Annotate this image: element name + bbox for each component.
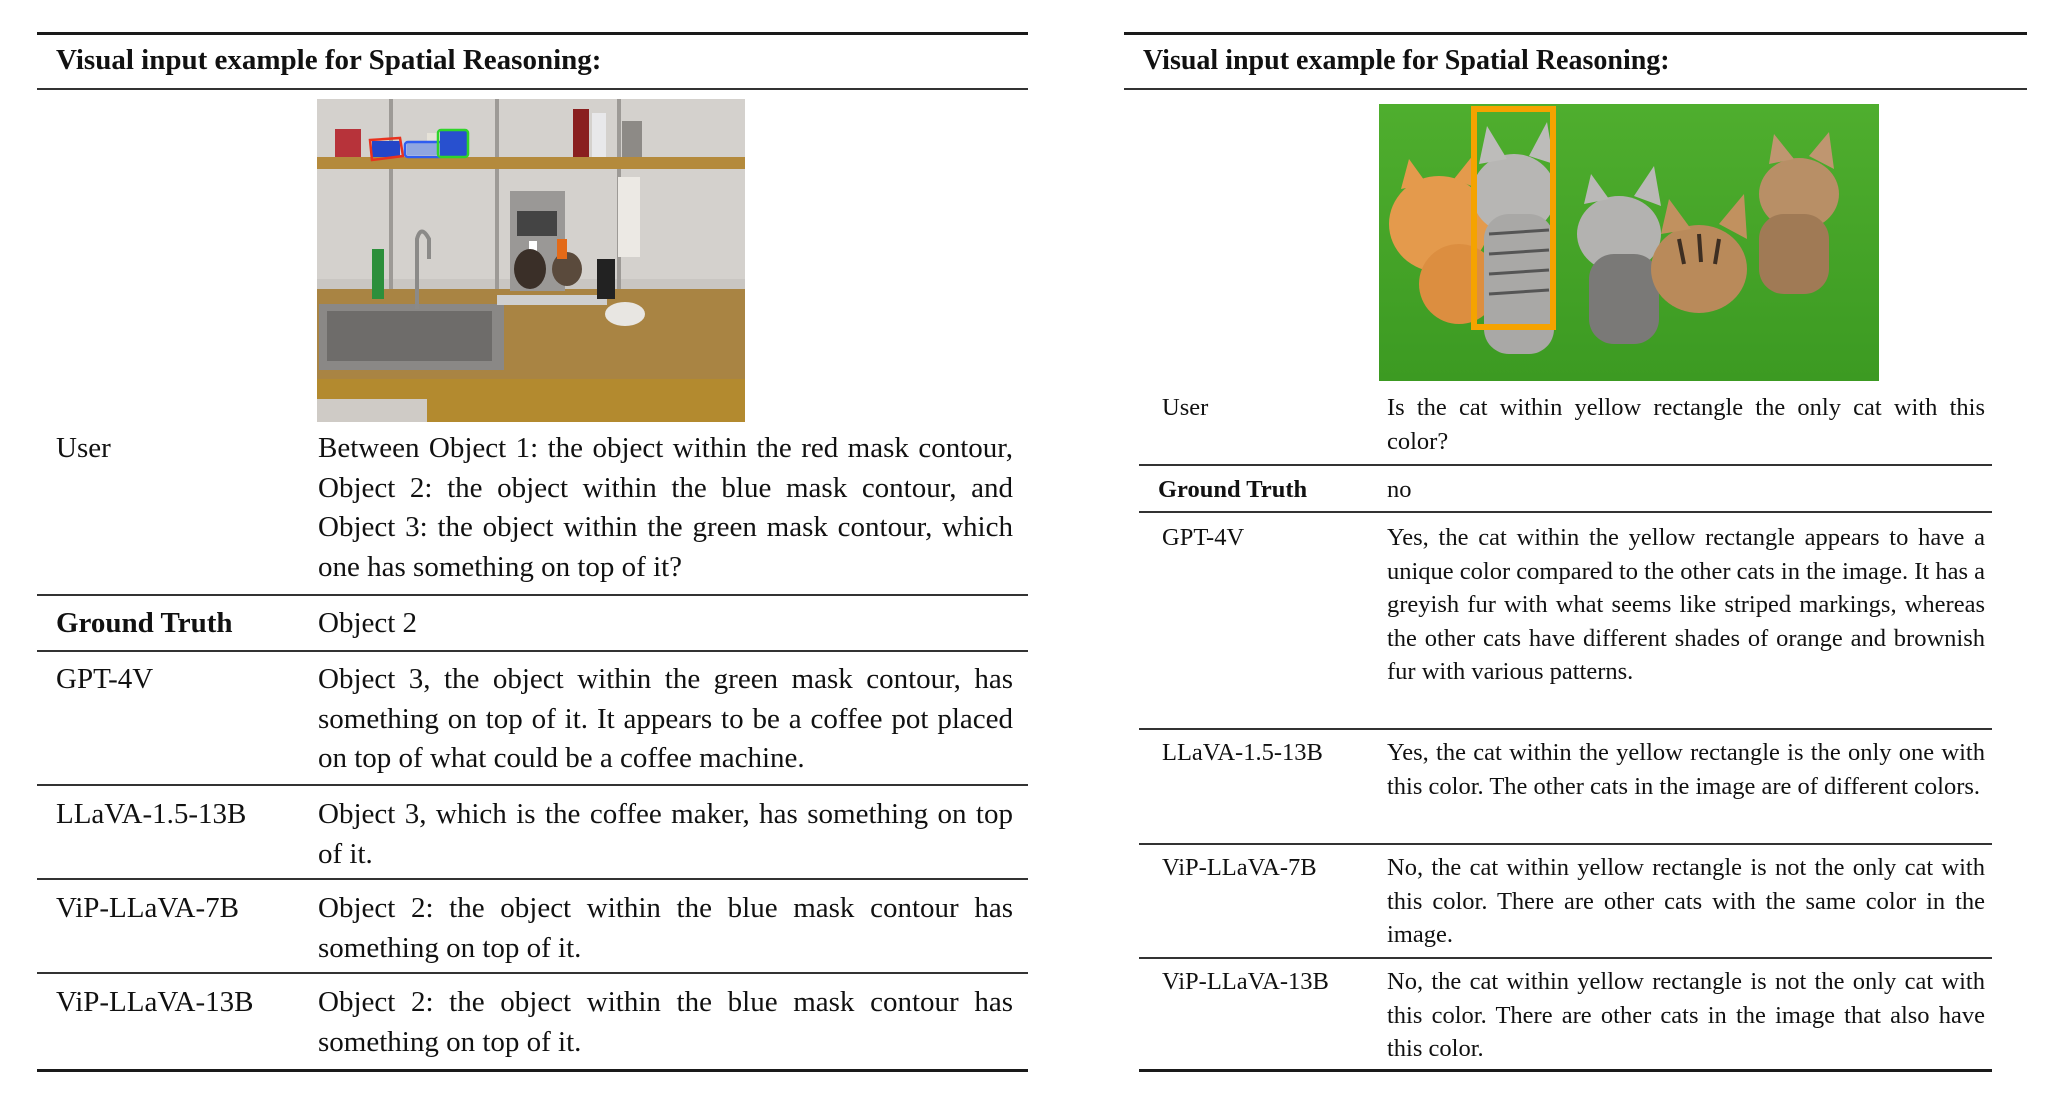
row-text: Between Object 1: the object within the red mask contour, Object 2: the object within the blue mask contour, and Object 3: the object within the green mask contour, which one has something on top of it? [318, 432, 1013, 583]
kittens-image [1379, 104, 1879, 381]
row-text: Object 2: the object within the blue mask contour has something on top of it. [318, 892, 1013, 964]
row-divider [1139, 957, 1992, 959]
row-text: Object 2 [318, 607, 418, 639]
row-label: Ground Truth [1158, 476, 1308, 503]
row-label: LLaVA-1.5-13B [1162, 739, 1323, 766]
row-label: Ground Truth [56, 607, 233, 639]
table-title: Visual input example for Spatial Reasoning: [1143, 45, 1670, 76]
top-rule [1124, 32, 2027, 35]
row-label: GPT-4V [1162, 524, 1245, 551]
row-label: ViP-LLaVA-13B [1162, 968, 1329, 995]
row-label: GPT-4V [56, 663, 154, 695]
row-text: Object 2: the object within the blue mask contour has something on top of it. [318, 986, 1013, 1058]
row-label: User [1162, 394, 1209, 421]
header-rule [1124, 88, 2027, 90]
table-title: Visual input example for Spatial Reasoning: [56, 44, 602, 76]
row-text: Yes, the cat within the yellow rectangle is the only one with this color. The other cats in the image are of different colors. [1387, 739, 1985, 800]
row-text: No, the cat within yellow rectangle is not the only cat with this color. There are other cats with the same color in the image. [1387, 854, 1985, 948]
row-label: ViP-LLaVA-13B [56, 986, 254, 1018]
row-divider [1139, 511, 1992, 513]
row-text: Object 3, which is the coffee maker, has something on top of it. [318, 798, 1013, 870]
row-divider [1139, 843, 1992, 845]
row-label: LLaVA-1.5-13B [56, 798, 247, 830]
row-label: ViP-LLaVA-7B [56, 892, 239, 924]
row-text: Yes, the cat within the yellow rectangle appears to have a unique color compared to the other cats in the image. It has a greyish fur with what seems like striped markings, whereas the other cats have different shades of orange and brownish fur with various patterns. [1387, 524, 1986, 685]
row-text: Is the cat within yellow rectangle the only cat with this color? [1387, 394, 1985, 455]
row-label: User [56, 432, 111, 464]
row-text: No, the cat within yellow rectangle is not the only cat with this color. There are other cats in the image that also have this color. [1387, 968, 1985, 1062]
row-label: ViP-LLaVA-7B [1162, 854, 1317, 881]
row-divider [1139, 728, 1992, 730]
bottom-rule [1139, 1069, 1992, 1072]
row-text: Object 3, the object within the green mask contour, has something on top of it. It appears to be a coffee pot placed on top of what could be a coffee machine. [318, 663, 1013, 774]
row-text: no [1387, 476, 1412, 503]
row-divider [1139, 464, 1992, 466]
